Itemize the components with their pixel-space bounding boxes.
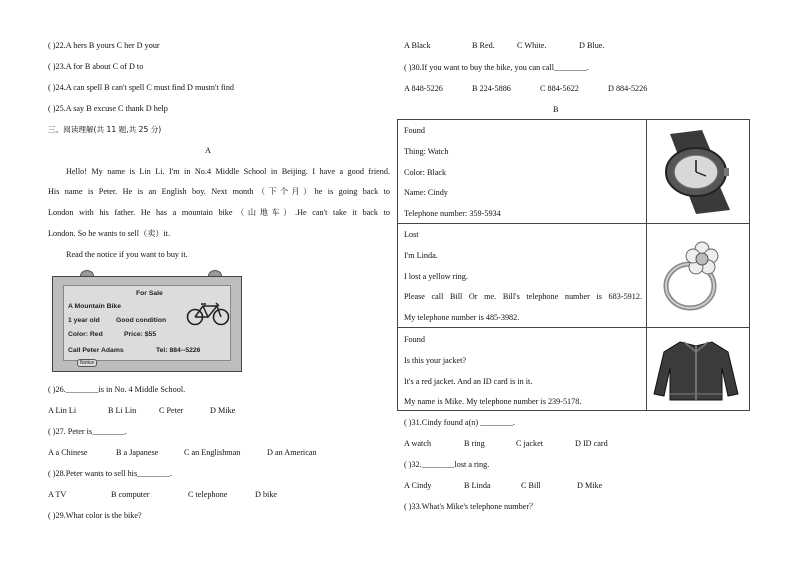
jacket-icon (650, 338, 742, 404)
passage-a-title: A (205, 146, 211, 155)
question-30: ( )30.If you want to buy the bike, you can call________. (404, 63, 589, 72)
row3-line1: Found (404, 335, 425, 344)
question-26-options (48, 406, 235, 416)
option-c: C White. (517, 41, 547, 50)
row2-line4: Please call Bill Or me. Bill's telephone number is 683-5912. (404, 292, 642, 301)
option-a: A TV (48, 490, 67, 499)
notice-tel: Tel: 884--5226 (156, 347, 201, 354)
notice-condition: Good condition (116, 317, 167, 324)
option-d: D 884-5226 (608, 84, 648, 93)
notice-price: Price: $55 (124, 331, 157, 338)
option-c: C Bill (521, 481, 541, 490)
bicycle-icon (186, 300, 230, 326)
option-a: A watch (404, 439, 432, 448)
option-a: A Lin Li (48, 406, 77, 415)
question-33: ( )33.What's Mike's telephone number？ (404, 502, 538, 511)
question-28-options (48, 490, 277, 500)
option-c: C telephone (188, 490, 228, 499)
question-24: ( )24.A can spell B can't spell C must find D mustn't find (48, 83, 235, 92)
notice-color: Color: Red (68, 331, 103, 338)
question-26: ( )26.________is in No. 4 Middle School. (48, 385, 186, 394)
question-31-options (404, 439, 608, 449)
watch-icon (650, 130, 742, 214)
option-a: A Black (404, 41, 431, 50)
question-31: ( )31.Cindy found a(n) ________. (404, 418, 515, 427)
option-a: A 848-5226 (404, 84, 443, 93)
table-row (398, 120, 749, 224)
row2-line3: I lost a yellow ring. (404, 272, 468, 281)
row2-line5: My telephone number is 485-3982. (404, 313, 520, 322)
notice-age: 1 year old (68, 317, 100, 324)
question-29-options (404, 41, 604, 51)
option-c: C 884-5622 (540, 84, 579, 93)
passage-line-2: His name is Peter. He is an English boy. Next month（下个月）he is going back to (48, 187, 390, 196)
option-a: A Cindy (404, 481, 432, 490)
option-d: D Mike (577, 481, 603, 490)
read-notice-instruction: Read the notice if you want to buy it. (66, 250, 188, 259)
option-b: B Linda (464, 481, 491, 490)
row2-line2: I'm Linda. (404, 251, 438, 260)
question-27-options (48, 448, 317, 458)
question-32: ( )32.________lost a ring. (404, 460, 490, 469)
notice-heading: For Sale (136, 290, 163, 297)
for-sale-notice-board (52, 270, 244, 374)
option-a: A a Chinese (48, 448, 88, 457)
found-lost-table (397, 119, 750, 411)
option-b: B computer (111, 490, 150, 499)
notice-paper (63, 285, 231, 361)
option-b: B ring (464, 439, 485, 448)
passage-line-4: London. So he wants to sell（卖）it. (48, 229, 171, 238)
passage-b-title: B (553, 105, 559, 114)
option-b: B 224-5886 (472, 84, 511, 93)
row1-line4: Name: Cindy (404, 188, 448, 197)
table-row (398, 328, 749, 410)
row3-line4: My name is Mike. My telephone number is 239-5178. (404, 397, 582, 406)
row1-line1: Found (404, 126, 425, 135)
option-b: B a Japanese (116, 448, 159, 457)
notice-contact: Call Peter Adams (68, 347, 124, 354)
notice-line-1: A Mountain Bike (68, 303, 121, 310)
question-30-options (404, 84, 647, 94)
option-c: C an Englishman (184, 448, 241, 457)
row2-line1: Lost (404, 230, 419, 239)
question-32-options (404, 481, 602, 491)
table-row (398, 224, 749, 328)
option-c: C jacket (516, 439, 544, 448)
row3-line3: It's a red jacket. And an ID card is in it. (404, 377, 533, 386)
option-d: D Mike (210, 406, 236, 415)
option-c: C Peter (159, 406, 184, 415)
question-27: ( )27. Peter is________. (48, 427, 127, 436)
row1-line5: Telephone number: 359-5934 (404, 209, 501, 218)
option-d: D an American (267, 448, 317, 457)
ring-icon (650, 236, 742, 316)
option-d: D bike (255, 490, 278, 499)
row1-line3: Color: Black (404, 168, 447, 177)
passage-line-3: London with his father. He has a mountain bike（山地车）.He can't take it back to (48, 208, 390, 217)
question-22: ( )22.A hers B yours C her D your (48, 41, 160, 50)
row1-line2: Thing: Watch (404, 147, 449, 156)
notice-tag: Notice (77, 359, 97, 367)
option-d: D Blue. (579, 41, 605, 50)
passage-line-1: Hello! My name is Lin Li. I'm in No.4 Middle School in Beijing. I have a good friend. (66, 167, 390, 176)
option-d: D ID card (575, 439, 608, 448)
row3-line2: Is this your jacket? (404, 356, 467, 365)
question-29: ( )29.What color is the bike? (48, 511, 142, 520)
option-b: B Red. (472, 41, 495, 50)
option-b: B Li Lin (108, 406, 137, 415)
question-25: ( )25.A say B excuse C thank D help (48, 104, 168, 113)
question-23: ( )23.A for B about C of D to (48, 62, 144, 71)
section-3-heading: 三、阅读理解(共 11 题,共 25 分) (48, 125, 162, 134)
question-28: ( )28.Peter wants to sell his________. (48, 469, 172, 478)
